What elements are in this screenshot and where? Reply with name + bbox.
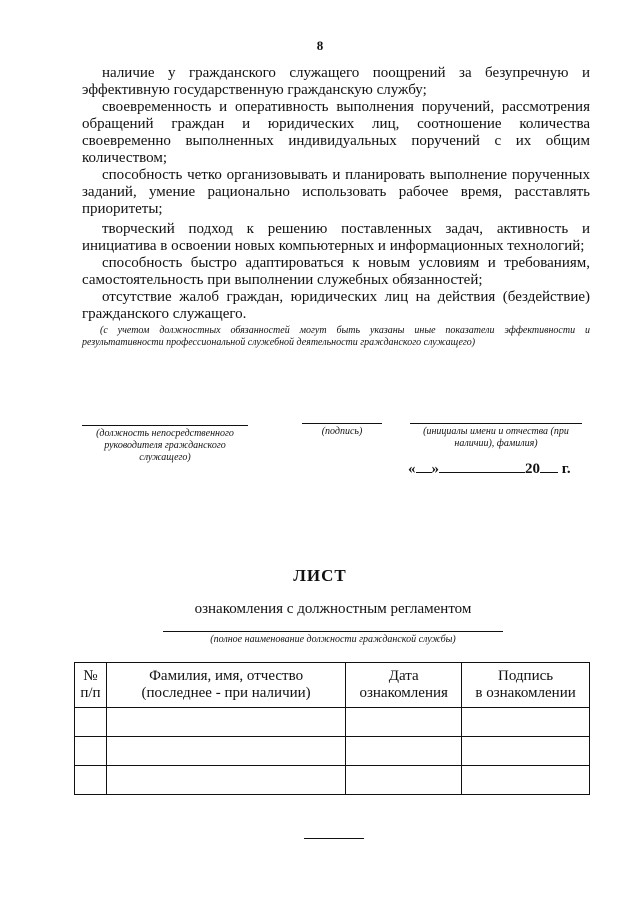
sheet-title: ЛИСТ (293, 566, 347, 585)
table-row (75, 708, 590, 737)
table-cell (106, 737, 345, 766)
table-cell (462, 737, 590, 766)
sheet-subtitle: ознакомления с должностным регламентом (194, 601, 472, 617)
criteria-list (82, 65, 590, 349)
criterion-paragraph: способность четко организовывать и планировать выполнение порученных заданий, умение рационально использовать рабочее время, расставлять приоритеты; (82, 167, 590, 217)
year-suffix: г. (561, 461, 571, 477)
position-signature-line (82, 425, 248, 426)
table-cell (346, 708, 462, 737)
table-cell (75, 737, 107, 766)
month-blank (439, 458, 525, 473)
table-cell (106, 766, 345, 795)
year-blank (540, 458, 558, 473)
name-caption: (инициалы имени и отчества (при наличии), фамилия) (423, 426, 569, 449)
table-cell (462, 766, 590, 795)
footnote-note: (с учетом должностных обязанностей могут быть указаны иные показатели эффективности и результативности профессиональной служебной деятельности гражданского служащего) (82, 325, 590, 348)
table-cell (346, 737, 462, 766)
date-close-quote: » (431, 461, 439, 477)
criterion-paragraph: способность быстро адаптироваться к новым условиям и требованиям, самостоятельность при выполнении служебных обязанностей; (82, 255, 590, 288)
position-name-line (163, 631, 503, 632)
criterion-paragraph: наличие у гражданского служащего поощрений за безупречную и эффективную государственную гражданскую службу; (82, 65, 590, 98)
table-cell (346, 766, 462, 795)
header-date: Дата ознакомления (346, 663, 462, 708)
criterion-paragraph: отсутствие жалоб граждан, юридических лиц на действия (бездействие) гражданского служащего. (82, 289, 590, 322)
table-cell (106, 708, 345, 737)
header-full-name: Фамилия, имя, отчество (последнее - при наличии) (106, 663, 345, 708)
date-field (408, 458, 571, 478)
header-signature: Подпись в ознакомлении (462, 663, 590, 708)
table-cell (462, 708, 590, 737)
year-prefix: 20 (525, 461, 540, 477)
acknowledgement-table (74, 662, 590, 795)
position-name-caption: (полное наименование должности гражданской службы) (210, 634, 456, 645)
day-blank (416, 458, 432, 473)
table-header-row (75, 663, 590, 708)
name-signature-line (410, 423, 582, 424)
criterion-paragraph: своевременность и оперативность выполнения поручений, рассмотрения обращений граждан и юридических лиц, соотношение количества своевременно выполненных индивидуальных поручений с их общим количеством; (82, 99, 590, 166)
page-number: 8 (316, 38, 324, 53)
table-row (75, 766, 590, 795)
date-open-quote: « (408, 461, 416, 477)
header-number: № п/п (75, 663, 107, 708)
signature-line (302, 423, 382, 424)
signature-caption: (подпись) (321, 426, 363, 437)
table-cell (75, 708, 107, 737)
table-row (75, 737, 590, 766)
position-caption: (должность непосредственного руководителя гражданского служащего) (96, 428, 234, 463)
table-cell (75, 766, 107, 795)
criterion-paragraph: творческий подход к решению поставленных задач, активность и инициатива в освоении новых компьютерных и информационных технологий; (82, 221, 590, 254)
end-divider (304, 838, 364, 839)
